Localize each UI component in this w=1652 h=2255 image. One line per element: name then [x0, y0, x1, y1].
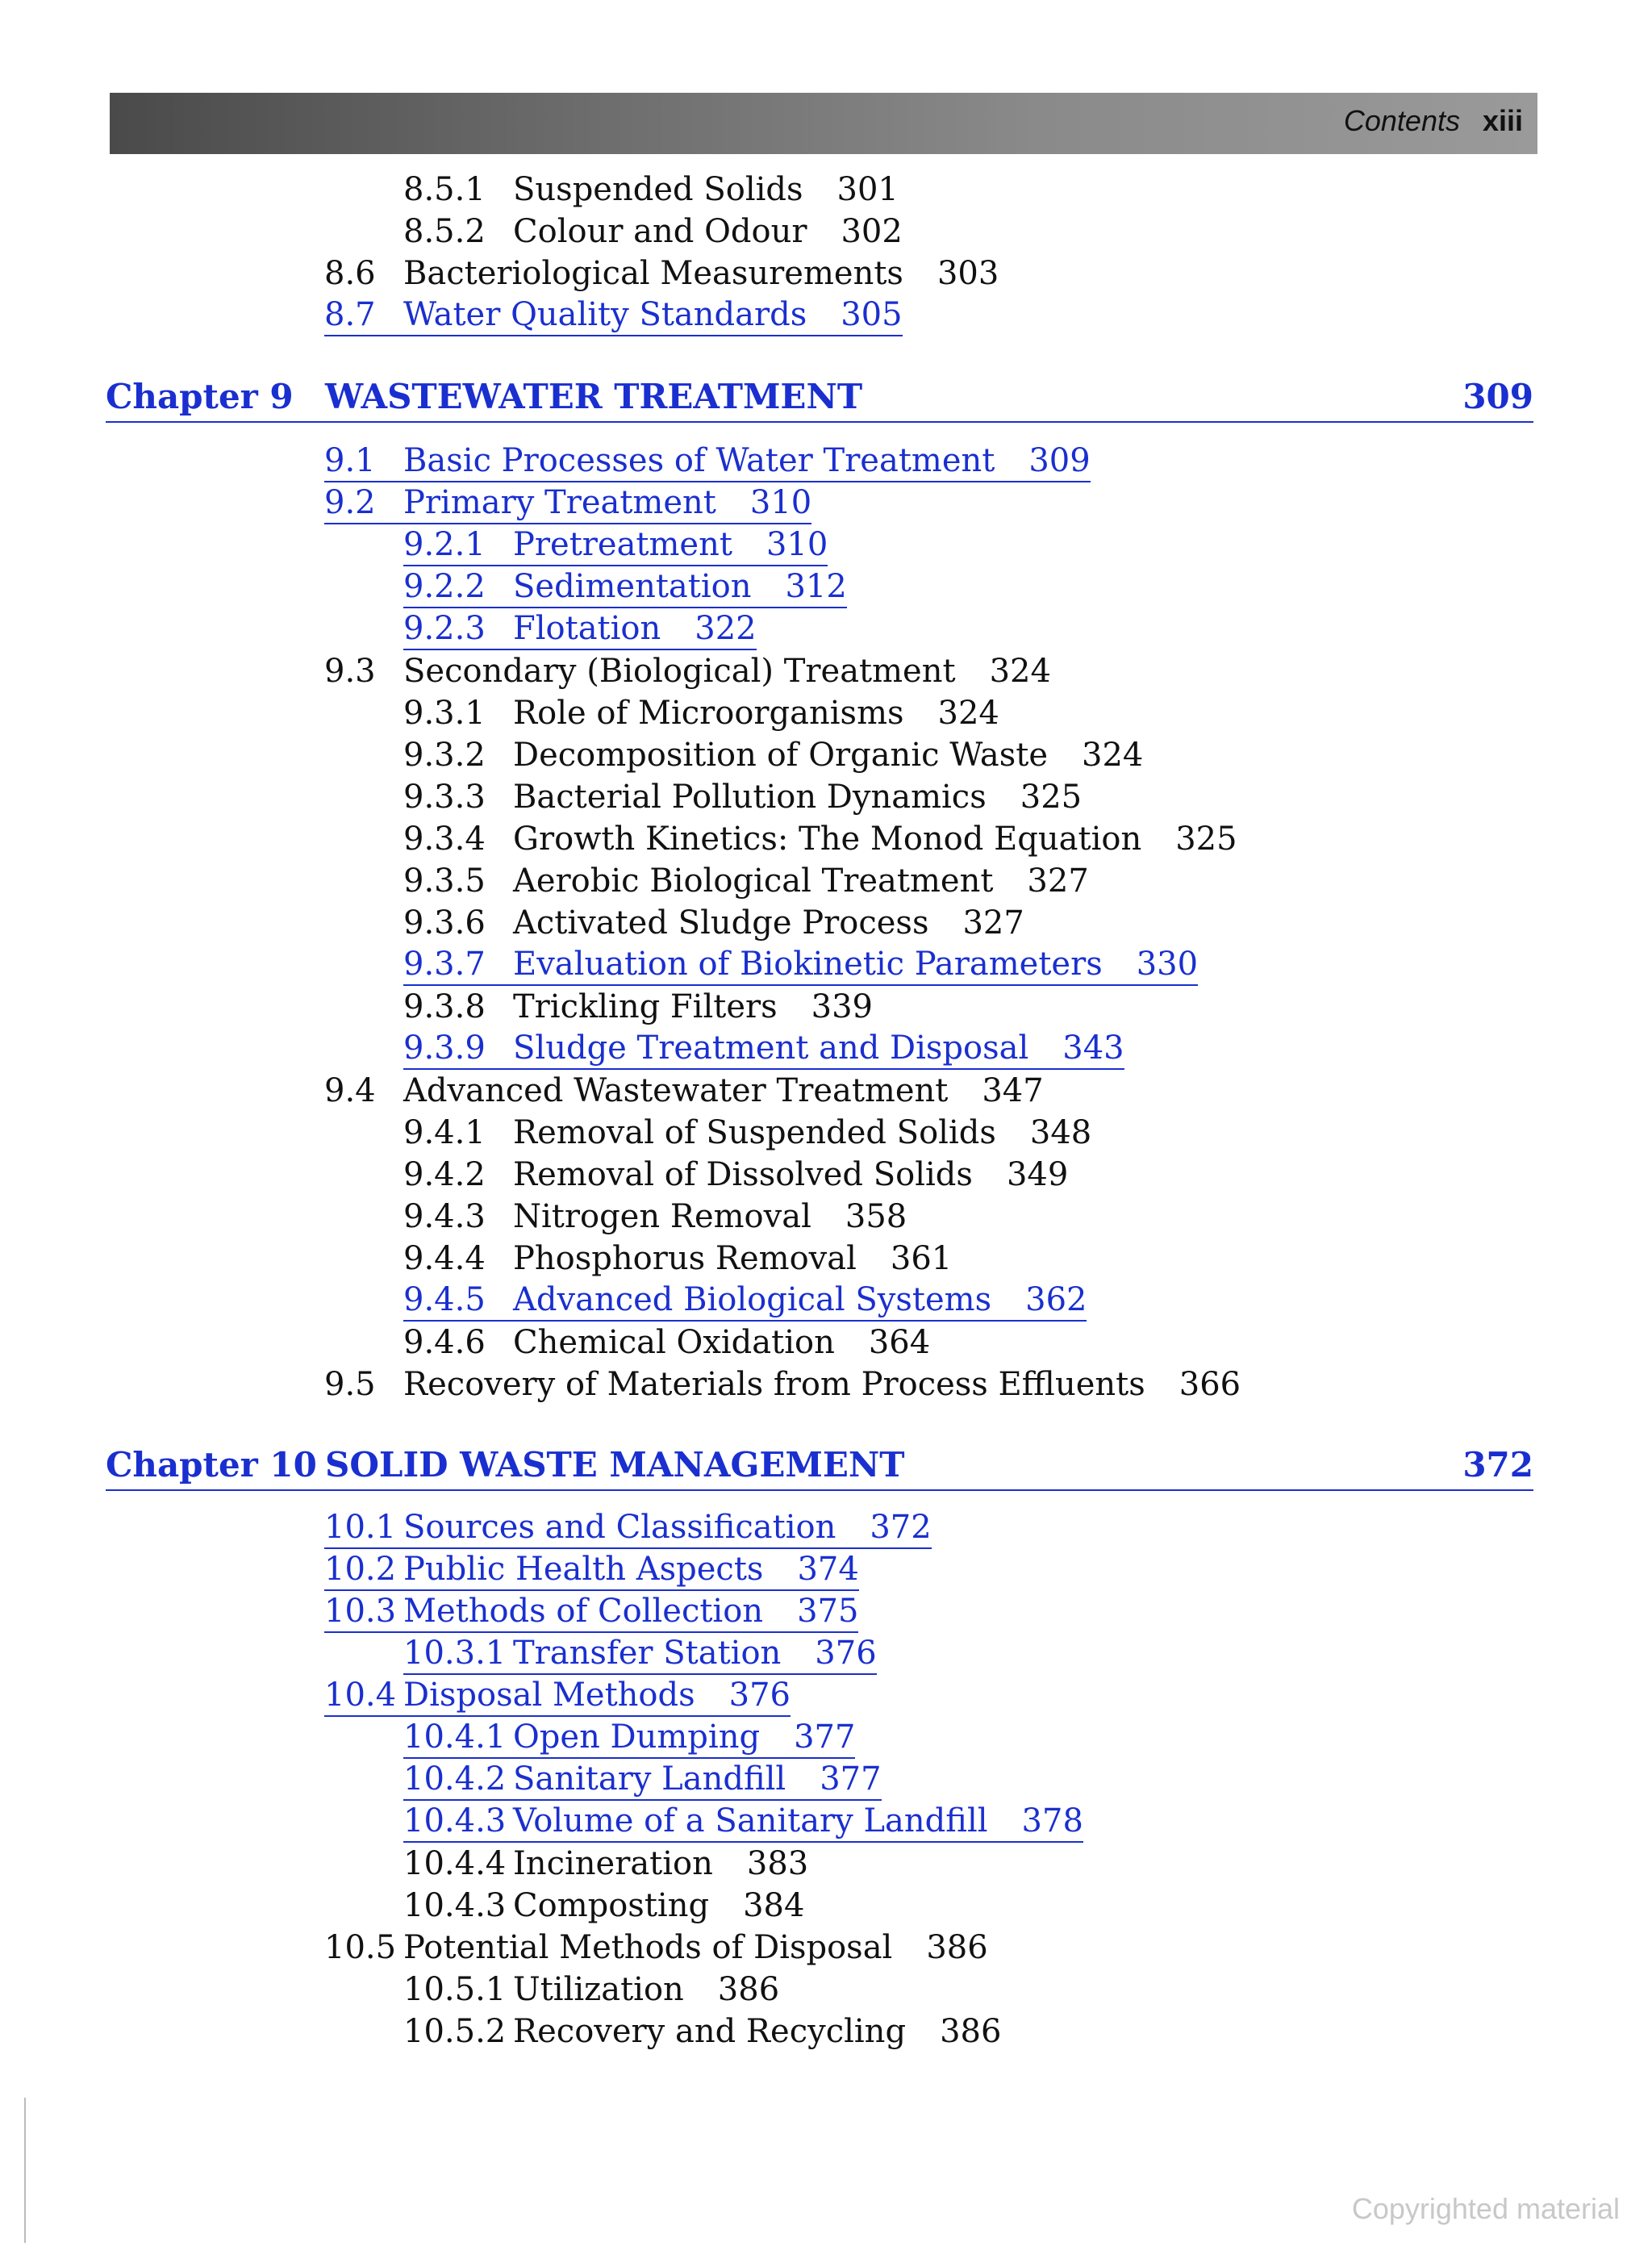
entry-number: 9.3.9	[403, 1029, 486, 1067]
entry-page: 348	[1029, 1114, 1092, 1151]
entry-page: 312	[785, 568, 847, 605]
entry-page: 324	[989, 653, 1051, 690]
toc-entry	[403, 1886, 804, 1925]
toc-entry-link[interactable]	[403, 946, 1198, 986]
entry-page: 384	[743, 1887, 805, 1924]
entry-page: 310	[749, 484, 812, 521]
entry-title: Utilization	[513, 1971, 684, 2008]
entry-title: Disposal Methods	[403, 1677, 695, 1714]
toc-entry-link[interactable]	[324, 1551, 859, 1591]
toc-entry	[403, 988, 873, 1026]
toc-entry-link[interactable]	[403, 1635, 877, 1675]
entry-number: 9.4.3	[403, 1198, 486, 1235]
toc-entry	[403, 1197, 907, 1236]
entry-title: Sanitary Landfill	[513, 1760, 786, 1798]
toc-entry	[403, 1323, 930, 1362]
entry-title: Methods of Collection	[403, 1593, 764, 1630]
chapter-title: WASTEWATER TREATMENT	[325, 377, 863, 416]
entry-title: Decomposition of Organic Waste	[513, 737, 1048, 774]
toc-entry-link[interactable]	[324, 296, 903, 336]
header-page-number: xiii	[1482, 104, 1523, 137]
toc-entry	[403, 170, 899, 209]
entry-number: 9.4.1	[403, 1114, 486, 1151]
toc-entry	[324, 1071, 1044, 1110]
entry-number: 10.3.1	[403, 1635, 507, 1672]
entry-number: 9.4	[324, 1072, 376, 1109]
toc-entry	[403, 820, 1237, 858]
entry-title: Growth Kinetics: The Monod Equation	[513, 821, 1142, 858]
header-label: Contents	[1343, 104, 1460, 137]
entry-page: 372	[870, 1509, 932, 1546]
toc-entry	[403, 862, 1089, 900]
entry-title: Removal of Dissolved Solids	[513, 1156, 973, 1193]
entry-page: 309	[1028, 442, 1091, 479]
entry-number: 8.7	[324, 296, 376, 333]
entry-number: 9.3.7	[403, 946, 486, 983]
entry-title: Transfer Station	[513, 1635, 782, 1672]
toc-entry-link[interactable]	[403, 1718, 855, 1759]
entry-page: 325	[1175, 821, 1237, 858]
toc-entry	[324, 1365, 1241, 1404]
entry-title: Recovery and Recycling	[513, 2013, 907, 2050]
entry-page: 322	[695, 610, 757, 647]
toc-entry-link[interactable]	[324, 1593, 858, 1633]
entry-page: 305	[841, 296, 903, 333]
entry-title: Composting	[513, 1887, 710, 1924]
entry-page: 364	[868, 1324, 931, 1361]
toc-entry	[403, 1155, 1068, 1194]
entry-number: 8.6	[324, 255, 376, 292]
entry-title: Incineration	[513, 1845, 713, 1882]
entry-title: Evaluation of Biokinetic Parameters	[513, 946, 1103, 983]
entry-page: 386	[940, 2013, 1002, 2050]
entry-page: 377	[794, 1718, 856, 1756]
entry-title: Advanced Wastewater Treatment	[403, 1072, 949, 1109]
entry-number: 9.4.4	[403, 1240, 486, 1277]
toc-entry-link[interactable]	[403, 568, 847, 608]
entry-page: 386	[717, 1971, 780, 2008]
entry-title: Flotation	[513, 610, 661, 647]
entry-title: Sources and Classification	[403, 1509, 836, 1546]
entry-page: 366	[1179, 1366, 1241, 1403]
entry-page: 302	[841, 213, 903, 250]
entry-page: 378	[1021, 1802, 1083, 1839]
entry-number: 10.4	[324, 1677, 397, 1714]
entry-title: Pretreatment	[513, 526, 732, 563]
entry-page: 358	[845, 1198, 907, 1235]
entry-number: 8.5.1	[403, 171, 486, 208]
toc-entry-link[interactable]	[324, 442, 1091, 482]
entry-page: 324	[937, 695, 999, 732]
toc-entry	[403, 1970, 779, 2009]
toc-entry	[324, 652, 1051, 691]
entry-number: 9.3.4	[403, 821, 486, 858]
entry-number: 9.2.1	[403, 526, 486, 563]
entry-number: 10.5	[324, 1929, 397, 1966]
entry-number: 9.2	[324, 484, 376, 521]
entry-page: 386	[926, 1929, 988, 1966]
toc-entry	[403, 694, 999, 733]
entry-page: 347	[982, 1072, 1044, 1109]
entry-title: Chemical Oxidation	[513, 1324, 835, 1361]
entry-page: 310	[766, 526, 828, 563]
chapter-label: Chapter 9	[106, 377, 294, 416]
entry-page: 301	[836, 171, 899, 208]
entry-title: Sedimentation	[513, 568, 752, 605]
chapter-title: SOLID WASTE MANAGEMENT	[325, 1445, 905, 1485]
entry-number: 9.5	[324, 1366, 376, 1403]
toc-entry	[403, 1113, 1091, 1152]
entry-title: Removal of Suspended Solids	[513, 1114, 996, 1151]
entry-title: Bacterial Pollution Dynamics	[513, 779, 987, 816]
entry-number: 10.4.1	[403, 1718, 507, 1756]
entry-number: 9.1	[324, 442, 376, 479]
entry-number: 9.3.2	[403, 737, 486, 774]
toc-entry	[403, 736, 1143, 775]
entry-number: 10.3	[324, 1593, 397, 1630]
entry-title: Potential Methods of Disposal	[403, 1929, 893, 1966]
toc-entry-link[interactable]	[324, 1509, 932, 1549]
entry-page: 324	[1082, 737, 1144, 774]
entry-number: 9.2.2	[403, 568, 486, 605]
entry-page: 375	[797, 1593, 859, 1630]
entry-page: 343	[1062, 1029, 1124, 1067]
toc-entry	[403, 1844, 808, 1883]
entry-title: Water Quality Standards	[403, 296, 807, 333]
entry-title: Aerobic Biological Treatment	[513, 862, 994, 900]
entry-page: 374	[797, 1551, 859, 1588]
entry-title: Role of Microorganisms	[513, 695, 904, 732]
entry-title: Public Health Aspects	[403, 1551, 764, 1588]
entry-number: 9.2.3	[403, 610, 486, 647]
toc-entry-link[interactable]	[403, 610, 757, 650]
entry-title: Nitrogen Removal	[513, 1198, 811, 1235]
entry-number: 10.1	[324, 1509, 397, 1546]
toc-entry-link[interactable]	[403, 1760, 882, 1801]
toc-entry	[403, 2012, 1001, 2051]
entry-number: 9.3.8	[403, 988, 486, 1025]
entry-page: 330	[1136, 946, 1199, 983]
entry-number: 9.3.3	[403, 779, 486, 816]
entry-page: 349	[1006, 1156, 1069, 1193]
chapter-label: Chapter 10	[106, 1445, 317, 1485]
toc-entry-link[interactable]	[403, 1029, 1124, 1070]
entry-number: 10.4.4	[403, 1845, 507, 1882]
entry-page: 303	[937, 255, 999, 292]
entry-number: 9.3.6	[403, 904, 486, 942]
entry-number: 10.4.3	[403, 1887, 507, 1924]
entry-title: Activated Sludge Process	[513, 904, 929, 942]
entry-title: Trickling Filters	[513, 988, 778, 1025]
entry-title: Colour and Odour	[513, 213, 807, 250]
entry-title: Suspended Solids	[513, 171, 803, 208]
toc-entry	[403, 904, 1024, 942]
entry-page: 376	[728, 1677, 791, 1714]
toc-entry	[403, 212, 903, 251]
entry-number: 9.4.5	[403, 1281, 486, 1318]
entry-page: 325	[1020, 779, 1083, 816]
toc-entry	[324, 254, 999, 293]
toc-entry-link[interactable]	[324, 484, 811, 524]
entry-number: 9.3.1	[403, 695, 486, 732]
entry-number: 9.3	[324, 653, 376, 690]
entry-page: 377	[820, 1760, 882, 1798]
entry-number: 10.2	[324, 1551, 397, 1588]
toc-entry-link[interactable]	[403, 1281, 1087, 1322]
entry-title: Bacteriological Measurements	[403, 255, 903, 292]
chapter-page: 372	[1462, 1445, 1533, 1485]
page-edge-line	[24, 2098, 26, 2243]
entry-title: Open Dumping	[513, 1718, 761, 1756]
running-header-bar	[110, 93, 1537, 154]
entry-number: 8.5.2	[403, 213, 486, 250]
toc-entry	[403, 778, 1082, 816]
entry-page: 362	[1025, 1281, 1087, 1318]
entry-title: Primary Treatment	[403, 484, 716, 521]
entry-title: Phosphorus Removal	[513, 1240, 857, 1277]
entry-page: 376	[815, 1635, 877, 1672]
entry-number: 9.4.2	[403, 1156, 486, 1193]
toc-entry-link[interactable]	[403, 526, 828, 566]
toc-entry	[403, 1239, 952, 1278]
entry-title: Sludge Treatment and Disposal	[513, 1029, 1029, 1067]
entry-page: 327	[1027, 862, 1089, 900]
entry-page: 383	[746, 1845, 809, 1882]
entry-title: Advanced Biological Systems	[513, 1281, 992, 1318]
entry-page: 327	[962, 904, 1024, 942]
toc-entry	[324, 1928, 988, 1967]
toc-entry-link[interactable]	[324, 1677, 791, 1717]
entry-title: Basic Processes of Water Treatment	[403, 442, 995, 479]
entry-number: 10.5.2	[403, 2013, 507, 2050]
entry-title: Recovery of Materials from Process Effluents	[403, 1366, 1145, 1403]
running-header	[1344, 104, 1523, 138]
entry-title: Secondary (Biological) Treatment	[403, 653, 956, 690]
entry-page: 361	[890, 1240, 953, 1277]
entry-number: 10.4.2	[403, 1760, 507, 1798]
entry-page: 339	[811, 988, 873, 1025]
entry-title: Volume of a Sanitary Landfill	[513, 1802, 988, 1839]
entry-number: 9.4.6	[403, 1324, 486, 1361]
chapter-9-heading[interactable]	[106, 376, 1533, 423]
entry-number: 10.4.3	[403, 1802, 507, 1839]
toc-entry-link[interactable]	[403, 1802, 1083, 1843]
entry-number: 9.3.5	[403, 862, 486, 900]
chapter-page: 309	[1462, 377, 1533, 416]
chapter-10-heading[interactable]	[106, 1444, 1533, 1491]
copyright-notice: Copyrighted material	[1351, 2192, 1620, 2225]
entry-number: 10.5.1	[403, 1971, 507, 2008]
